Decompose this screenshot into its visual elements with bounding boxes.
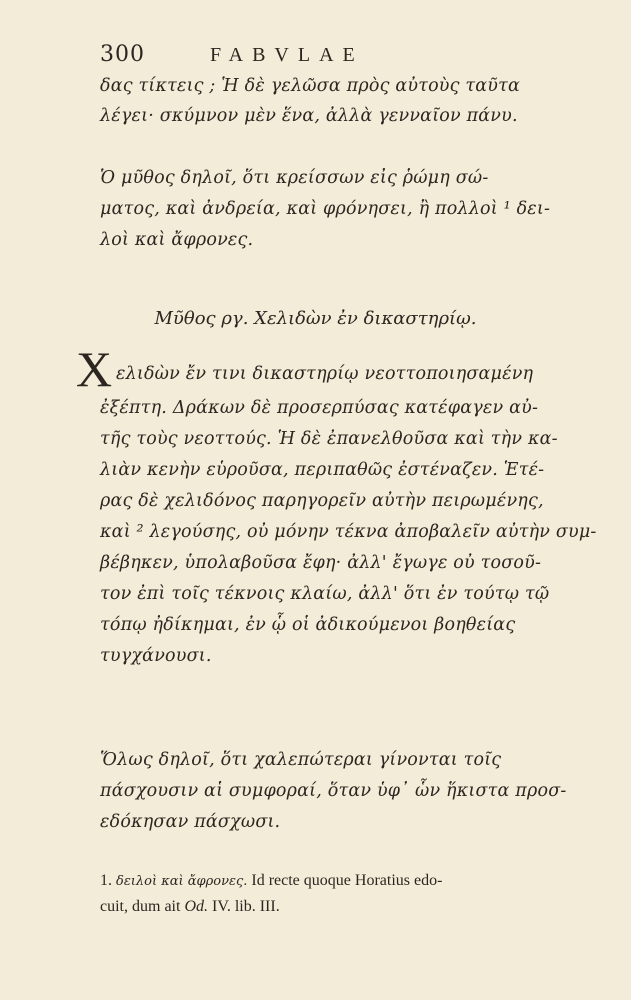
moral-line: πάσχουσιν αἱ συμφοραί, ὅταν ὑφ᾽ ὧν ἥκιστα προσ-	[100, 781, 567, 801]
footnote-line	[100, 898, 570, 916]
footnote-greek: δειλοὶ καὶ ἄφρονες.	[116, 874, 248, 889]
text-line: δας τίκτεις ; Ἡ δὲ γελῶσα πρὸς αὐτοὺς ταῦτα	[100, 76, 521, 96]
text-line: τόπῳ ἠδίκημαι, ἐν ᾧ οἱ ἀδικούμενοι βοηθείας	[100, 615, 516, 635]
text-line: τυγχάνουσι.	[100, 646, 212, 666]
text-line: τον ἐπὶ τοῖς τέκνοις κλαίω, ἀλλ' ὅτι ἐν τούτῳ τῷ	[100, 584, 550, 604]
page-header	[100, 42, 570, 72]
text-line: λιὰν κενὴν εὑροῦσα, περιπαθῶς ἐστέναζεν. Ἑτέ-	[100, 460, 545, 480]
footnote-number: 1.	[100, 872, 112, 889]
text-line: τῆς τοὺς νεοττούς. Ἡ δὲ ἐπανελθοῦσα καὶ τὴν κα-	[100, 429, 558, 449]
page-number: 300	[100, 42, 145, 67]
moral-line: Ὅλως δηλοῖ, ὅτι χαλεπώτεραι γίνονται τοῖς	[100, 750, 502, 770]
text-line: λέγει· σκύμνον μὲν ἕνα, ἀλλὰ γενναῖον πάνυ.	[100, 106, 518, 126]
footnote-reference: Od.	[184, 898, 208, 915]
moral-line: ματος, καὶ ἀνδρεία, καὶ φρόνησει, ἢ πολλοὶ ¹ δει-	[100, 199, 551, 219]
moral-line: εδόκησαν πάσχωσι.	[100, 812, 281, 832]
text-line: ρας δὲ χελιδόνος παρηγορεῖν αὐτὴν πειρωμένης,	[100, 491, 544, 511]
text-line: ἐξέπτη. Δράκων δὲ προσερπύσας κατέφαγεν αὐ-	[100, 398, 539, 418]
footnote-line	[100, 872, 570, 890]
footnote-text: cuit, dum ait	[100, 898, 185, 915]
fable-title: Μῦθος ργ. Χελιδὼν ἐν δικαστηρίῳ.	[154, 308, 477, 329]
drop-cap: Χ	[76, 341, 113, 397]
text-line: καὶ ² λεγούσης, οὐ μόνην τέκνα ἀποβαλεῖν αὐτὴν συμ-	[100, 522, 597, 542]
moral-line: λοὶ καὶ ἄφρονες.	[100, 230, 254, 250]
footnote-text: Id recte quoque Horatius edo-	[247, 872, 443, 889]
text-line: ελιδὼν ἔν τινι δικαστηρίῳ νεοττοποιησαμένη	[116, 364, 534, 384]
moral-line: Ὁ μῦθος δηλοῖ, ὅτι κρείσσων εἰς ῥώμη σώ-	[100, 168, 489, 188]
text-line: βέβηκεν, ὑπολαβοῦσα ἔφη· ἀλλ' ἔγωγε οὐ τοσοῦ-	[100, 553, 542, 573]
footnote-text: IV. lib. III.	[208, 898, 280, 915]
running-title: FABVLAE	[210, 44, 364, 66]
